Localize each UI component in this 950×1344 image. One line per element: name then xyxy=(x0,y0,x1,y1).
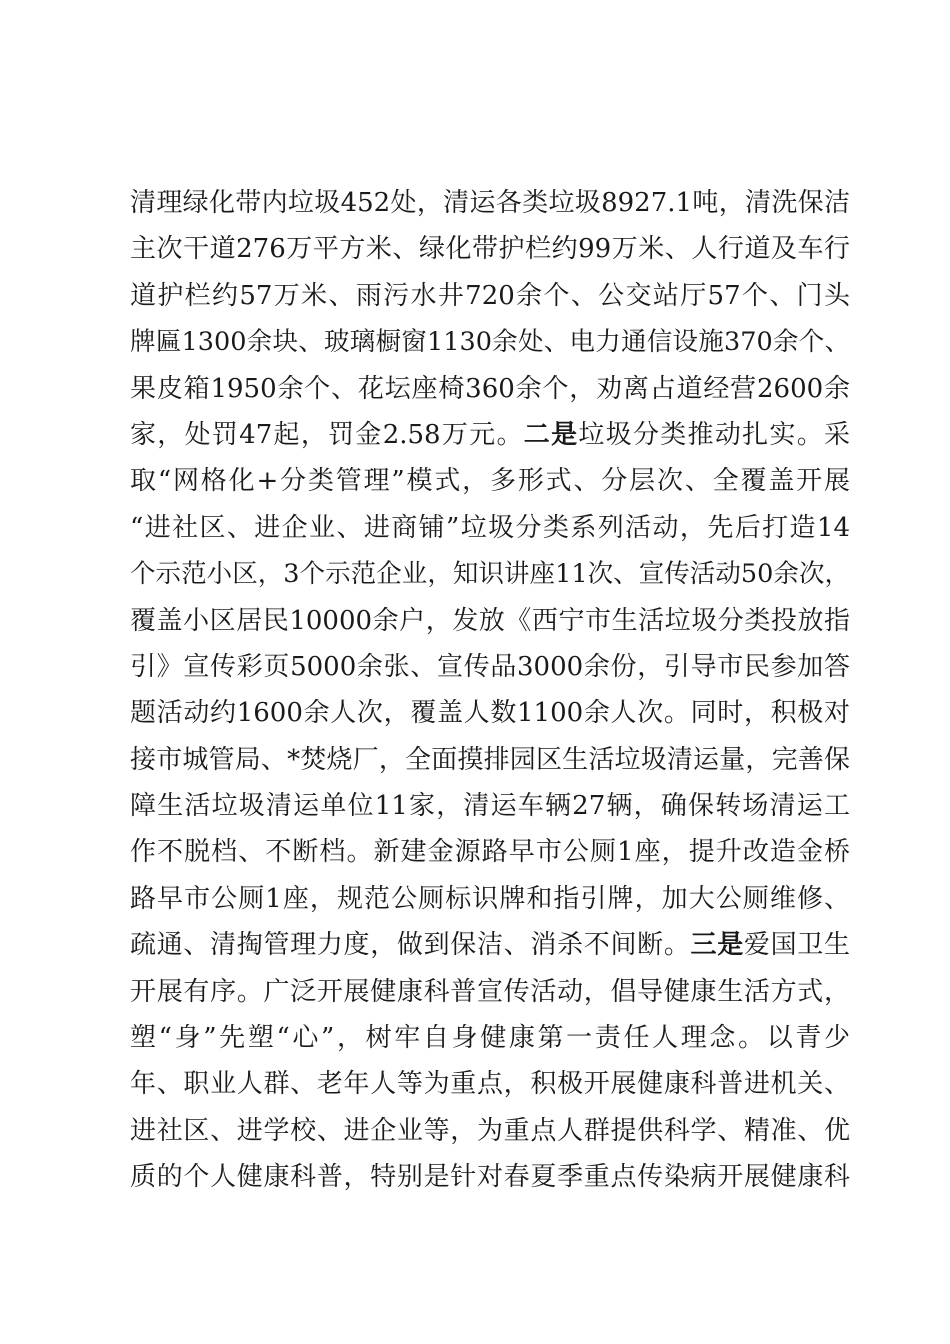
text-line-17 xyxy=(130,922,850,968)
text-line-5: 果皮箱1950余个、花坛座椅360余个，劝离占道经营2600余 xyxy=(130,373,850,404)
text-line-3: 道护栏约57万米、雨污水井720余个、公交站厅57个、门头 xyxy=(130,280,850,311)
text-line-7: 取“网格化+分类管理”模式，多形式、分层次、全覆盖开展 xyxy=(130,466,850,497)
text-line-2: 主次干道276万平方米、绿化带护栏约99万米、人行道及车行 xyxy=(130,234,850,265)
text-line-10: 覆盖小区居民10000余户，发放《西宁市生活垃圾分类投放指 xyxy=(130,605,850,636)
text-line-6-before: 家，处罚47起，罚金2.58万元。 xyxy=(130,419,524,450)
text-line-21: 进社区、进学校、进企业等，为重点人群提供科学、精准、优 xyxy=(130,1115,850,1146)
text-line-17-after: 爱国卫生 xyxy=(743,930,850,961)
text-line-1: 清理绿化带内垃圾452处，清运各类垃圾8927.1吨，清洗保洁 xyxy=(130,188,850,218)
text-line-14: 障生活垃圾清运单位11家，清运车辆27辆，确保转场清运工 xyxy=(130,791,850,822)
body-text xyxy=(130,180,850,1201)
heading-marker-three: 三是 xyxy=(690,930,744,961)
text-line-18: 开展有序。广泛开展健康科普宣传活动，倡导健康生活方式， xyxy=(130,976,850,1007)
text-line-12: 题活动约1600余人次，覆盖人数1100余人次。同时，积极对 xyxy=(130,698,850,729)
text-line-11: 引》宣传彩页5000余张、宣传品3000余份，引导市民参加答 xyxy=(130,651,850,682)
text-line-13: 接市城管局、*焚烧厂，全面摸排园区生活垃圾清运量，完善保 xyxy=(130,744,850,775)
text-line-15: 作不脱档、不断档。新建金源路早市公厕1座，提升改造金桥 xyxy=(130,837,850,868)
text-line-16: 路早市公厕1座，规范公厕标识牌和指引牌，加大公厕维修、 xyxy=(130,883,850,914)
text-line-19: 塑“身”先塑“心”，树牢自身健康第一责任人理念。以青少 xyxy=(130,1023,850,1054)
heading-marker-two: 二是 xyxy=(523,419,579,450)
text-line-8: “进社区、进企业、进商铺”垃圾分类系列活动，先后打造14 xyxy=(130,512,850,543)
text-line-22: 质的个人健康科普，特别是针对春夏季重点传染病开展健康科 xyxy=(130,1162,850,1193)
text-line-9: 个示范小区，3个示范企业，知识讲座11次、宣传活动50余次， xyxy=(130,559,850,590)
text-line-6-after: 垃圾分类推动扎实。采 xyxy=(578,419,850,450)
text-line-20: 年、职业人群、老年人等为重点，积极开展健康科普进机关、 xyxy=(130,1069,850,1100)
text-line-17-before: 疏通、清掏管理力度，做到保洁、消杀不间断。 xyxy=(130,930,691,961)
text-line-4: 牌匾1300余块、玻璃橱窗1130余处、电力通信设施370余个、 xyxy=(130,327,850,358)
text-line-6 xyxy=(130,412,850,458)
